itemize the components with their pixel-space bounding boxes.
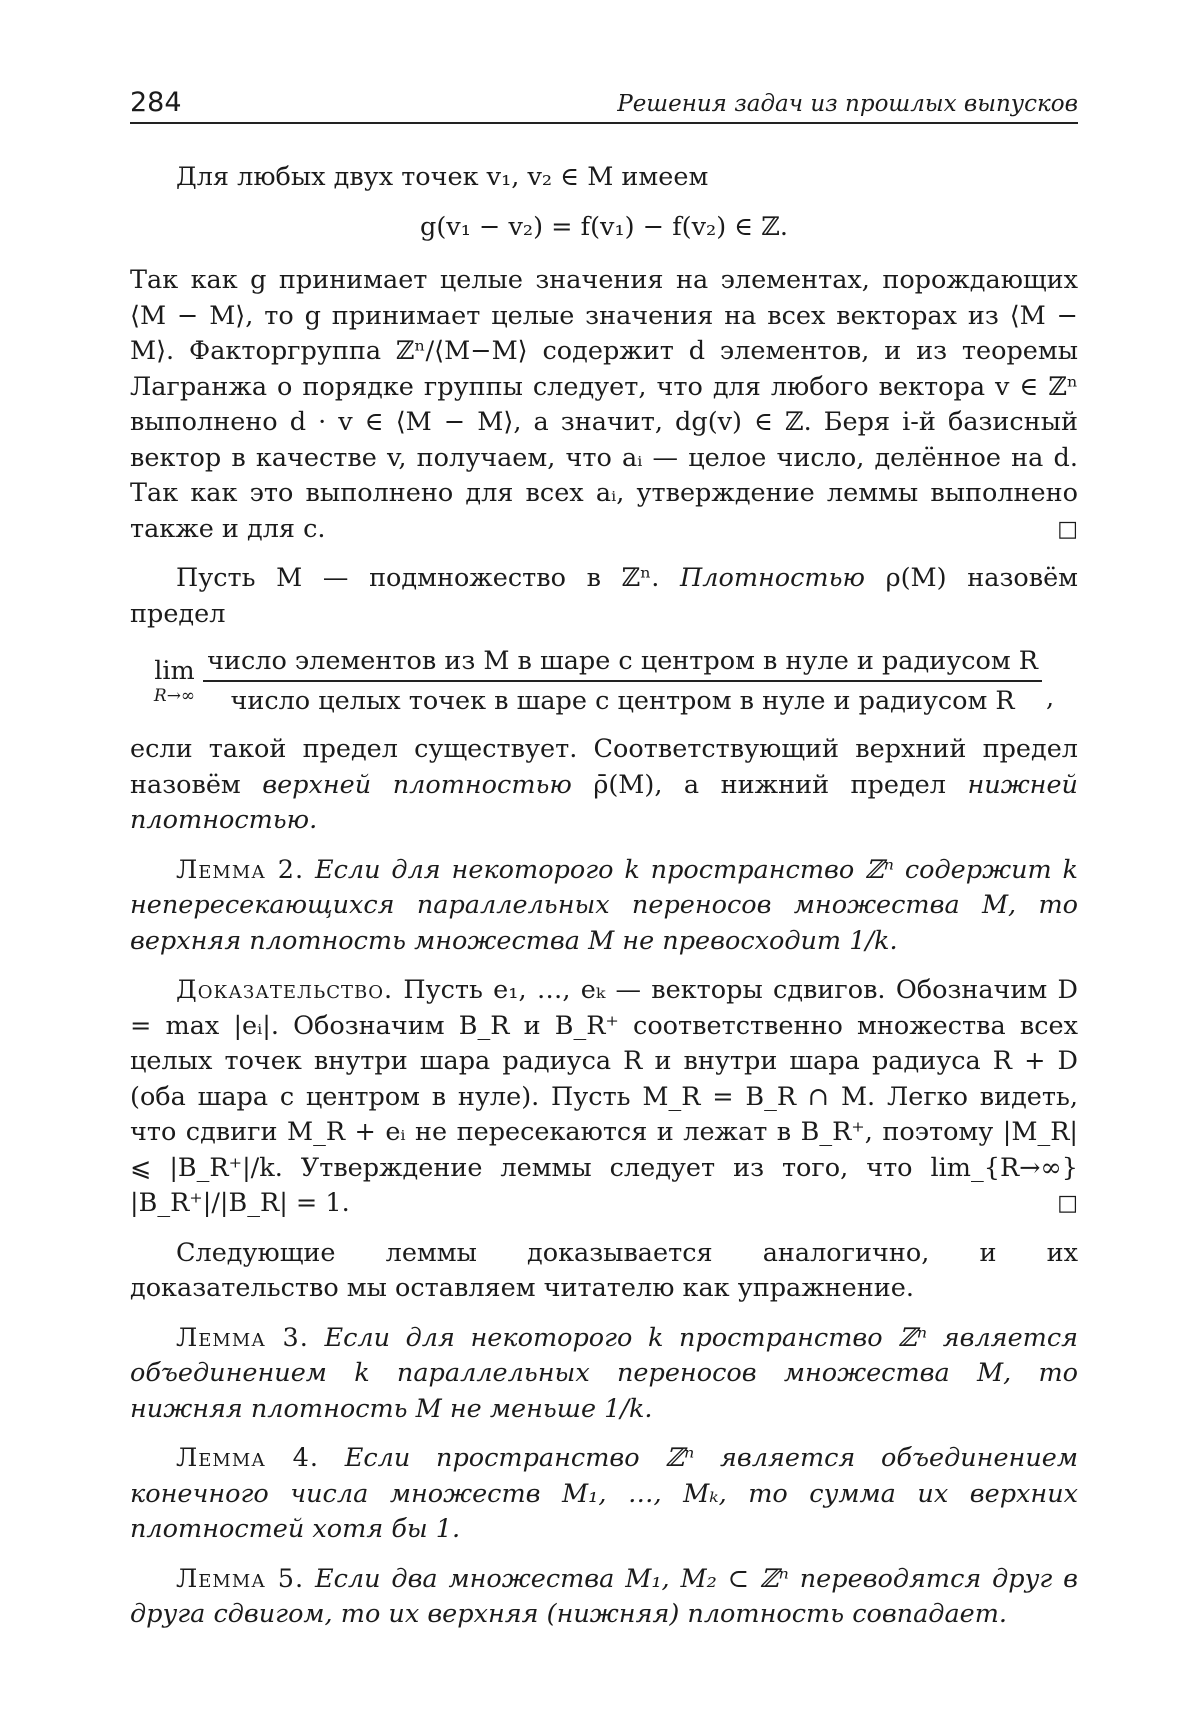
running-header <box>130 86 1078 124</box>
proof <box>130 973 1078 1222</box>
lemma-2 <box>130 853 1078 960</box>
proof-text: Пусть e₁, …, eₖ — векторы сдвигов. Обозначим D = max |eᵢ|. Обозначим B_R и B_R⁺ соответственно множества всех целых точек внутри шара радиуса R и внутри шара радиуса R + D (оба шара с центром в нуле). Пусть M_R = B_R ∩ M. Легко видеть, что сдвиги M_R + eᵢ не пересекаются и лежат в B_R⁺, поэтому |M_R| ⩽ |B_R⁺|/k. Утверждение леммы следует из того, что lim_{R→∞} |B_R⁺|/|B_R| = 1. <box>130 975 1078 1218</box>
running-title: Решения задач из прошлых выпусков <box>617 91 1078 117</box>
lemma-5-label: Лемма 5. <box>176 1564 304 1594</box>
lemma-5-text: Если два множества M₁, M₂ ⊂ ℤⁿ переводятся друг в друга сдвигом, то их верхняя (нижняя) плотность совпадает. <box>130 1564 1078 1630</box>
lemma-4-text: Если пространство ℤⁿ является объединением конечного числа множеств M₁, …, Mₖ, то сумма их верхних плотностей хотя бы 1. <box>130 1443 1078 1544</box>
lemma-3-text: Если для некоторого k пространство ℤⁿ является объединением k параллельных переносов множества M, то нижняя плотность M не меньше 1/k. <box>130 1323 1078 1424</box>
fraction <box>203 646 1042 716</box>
density-term: Плотностью <box>680 563 865 593</box>
density-def-pre: Пусть M — подмножество в ℤⁿ. <box>176 563 659 593</box>
density-formula <box>130 646 1078 716</box>
lemma-3-label: Лемма 3. <box>176 1323 309 1353</box>
upper-density-post: ρ̄(M), а нижний предел <box>593 770 946 800</box>
paragraph-lagrange <box>130 263 1078 547</box>
lemma-2-label: Лемма 2. <box>176 855 304 885</box>
paragraph-exercise: Следующие леммы доказывается аналогично, и их доказательство мы оставляем читателю как упражнение. <box>130 1236 1078 1307</box>
limit-subscript: R→∞ <box>154 686 195 706</box>
paragraph-density-def <box>130 561 1078 632</box>
limit-symbol: lim <box>154 656 195 686</box>
lower-density-term: нижней плотностью. <box>130 770 1078 836</box>
fraction-denominator: число целых точек в шаре с центром в нуле и радиусом R <box>226 682 1018 716</box>
fraction-numerator: число элементов из M в шаре с центром в нуле и радиусом R <box>203 646 1042 682</box>
page-body <box>130 160 1078 1647</box>
paragraph-upper-lower-density <box>130 732 1078 839</box>
lemma-2-text: Если для некоторого k пространство ℤⁿ содержит k непересекающихся параллельных переносов множества M, то верхняя плотность множества M не превосходит 1/k. <box>130 855 1078 956</box>
equation-g: g(v₁ − v₂) = f(v₁) − f(v₂) ∈ ℤ. <box>130 210 1078 246</box>
page <box>0 0 1200 1710</box>
paragraph-points: Для любых двух точек v₁, v₂ ∈ M имеем <box>130 160 1078 196</box>
qed-mark-proof: □ <box>1011 1186 1078 1222</box>
lemma-3 <box>130 1321 1078 1428</box>
upper-density-pre: если такой предел существует. Соответствующий верхний предел назовём <box>130 734 1078 800</box>
qed-mark: □ <box>1057 512 1078 548</box>
limit-operator <box>154 656 195 706</box>
page-number: 284 <box>130 87 182 118</box>
lemma-5 <box>130 1562 1078 1633</box>
upper-density-term: верхней плотностью <box>262 770 572 800</box>
paragraph-lagrange-text: Так как g принимает целые значения на элементах, порождающих ⟨M − M⟩, то g принимает целые значения на всех векторах из ⟨M − M⟩. Факторгруппа ℤⁿ/⟨M−M⟩ содержит d элементов, и из теоремы Лагранжа о порядке группы следует, что для любого вектора v ∈ ℤⁿ выполнено d · v ∈ ⟨M − M⟩, а значит, dg(v) ∈ ℤ. Беря i-й базисный вектор в качестве v, получаем, что aᵢ — целое число, делённое на d. Так как это выполнено для всех aᵢ, утверждение леммы выполнено также и для c. <box>130 265 1078 544</box>
proof-label: Доказательство. <box>176 975 393 1005</box>
lemma-4-label: Лемма 4. <box>176 1443 319 1473</box>
formula-comma: , <box>1046 681 1054 717</box>
density-def-post: ρ(M) назовём предел <box>130 563 1078 629</box>
lemma-4 <box>130 1441 1078 1548</box>
